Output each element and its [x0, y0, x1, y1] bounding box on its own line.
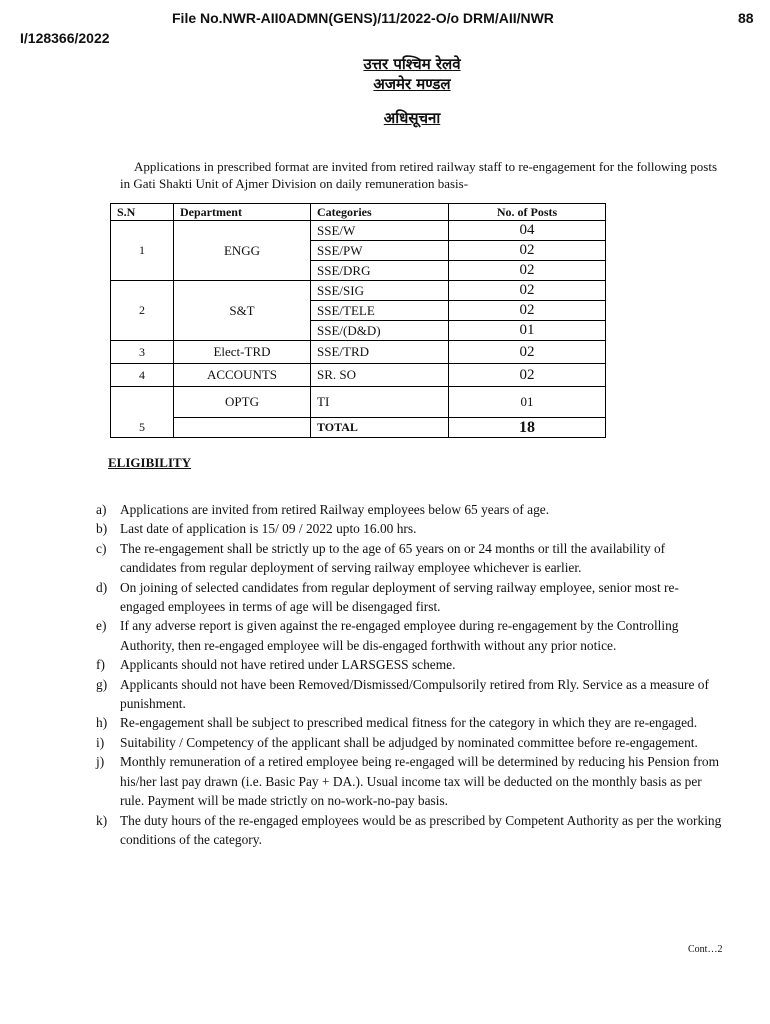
col-header-sn: S.N [111, 204, 174, 221]
list-marker: g) [96, 676, 108, 692]
table-header-row [111, 204, 606, 221]
sn-cell: 5 [111, 387, 174, 438]
col-header-categories: Categories [311, 204, 449, 221]
col-header-department: Department [174, 204, 311, 221]
table-row [111, 341, 606, 364]
department-cell: OPTG [174, 387, 311, 418]
intro-paragraph: Applications in prescribed format are invited from retired railway staff to re-engagement for the following posts in Gati Shakti Unit of Ajmer Division on daily remuneration basis- [120, 159, 717, 191]
list-marker: a) [96, 502, 107, 517]
category-cell: SSE/W [311, 221, 449, 241]
list-item-text: Re-engagement shall be subject to prescribed medical fitness for the category in which they are re-engaged. [120, 715, 698, 731]
eligibility-heading: ELIGIBILITY [108, 455, 192, 470]
sn-cell: 4 [111, 364, 174, 387]
table-row [111, 387, 606, 418]
sn-cell: 3 [111, 341, 174, 364]
list-marker: b) [96, 521, 108, 537]
table-total-row [111, 418, 606, 438]
posts-cell: 02 [449, 364, 606, 387]
notice-title: अधिसूचना [383, 109, 441, 127]
list-item [96, 811, 722, 850]
page-number: 88 [738, 10, 754, 26]
table-row [111, 281, 606, 301]
list-marker: d) [96, 579, 108, 595]
list-item-text: Suitability / Competency of the applicant shall be adjudged by nominated committee before re-engagement. [120, 734, 698, 750]
list-item-text: If any adverse report is given against the re-engaged employee during re-engagement by the Controlling Authority, then re-engaged employee will be dis-engaged forthwith without any prior notice. [120, 618, 679, 653]
list-marker: i) [96, 734, 105, 750]
total-label: TOTAL [311, 418, 449, 438]
department-cell: Elect-TRD [174, 341, 311, 364]
category-cell: SR. SO [311, 364, 449, 387]
list-marker: j) [96, 754, 105, 770]
list-item [96, 752, 722, 810]
org-title: उत्तर पश्चिम रेलवे [363, 55, 461, 73]
category-cell: SSE/PW [311, 241, 449, 261]
category-cell: SSE/TELE [311, 301, 449, 321]
category-cell: SSE/(D&D) [311, 321, 449, 341]
list-item [96, 539, 722, 578]
list-item-text: Applicants should not have been Removed/Dismissed/Compulsorily retired from Rly. Service as a measure of punishment. [120, 676, 709, 712]
sn-cell: 1 [111, 221, 174, 281]
list-item-text: On joining of selected candidates from regular deployment of serving railway employee, senior most re-engaged employees in terms of age will be disengaged first. [120, 579, 679, 615]
posts-cell: 02 [449, 241, 606, 261]
posts-cell: 01 [449, 387, 606, 418]
division-title: अजमेर मण्डल [373, 75, 451, 93]
department-cell: ENGG [174, 221, 311, 281]
list-item [96, 675, 722, 714]
list-item-text: The re-engagement shall be strictly up to the age of 65 years on or 24 months or till the availability of candidates from regular deployment of serving railway employee whichever is earlier. [120, 540, 666, 576]
posts-cell: 04 [449, 221, 606, 241]
list-item [96, 655, 722, 674]
posts-cell: 02 [449, 341, 606, 364]
category-cell: SSE/TRD [311, 341, 449, 364]
list-item [96, 733, 722, 752]
col-header-posts: No. of Posts [449, 204, 606, 221]
eligibility-list [96, 500, 722, 849]
table-row [111, 221, 606, 241]
list-item-text: Applicants should not have retired under LARSGESS scheme. [120, 657, 456, 673]
total-value: 18 [449, 418, 606, 438]
empty-cell [174, 418, 311, 438]
list-item-text: Last date of application is 15/ 09 / 2022 upto 16.00 hrs. [120, 521, 417, 537]
posts-table [110, 203, 606, 438]
category-cell: SSE/SIG [311, 281, 449, 301]
reference-number: I/128366/2022 [20, 30, 110, 46]
list-marker: k) [96, 812, 108, 828]
posts-cell: 01 [449, 321, 606, 341]
list-item-text: Applications are invited from retired Railway employees below 65 years of age. [120, 502, 550, 517]
list-item [96, 713, 722, 732]
list-marker: h) [96, 715, 108, 731]
table-row [111, 364, 606, 387]
list-item [96, 500, 722, 519]
department-cell: ACCOUNTS [174, 364, 311, 387]
list-item [96, 519, 722, 538]
sn-cell: 2 [111, 281, 174, 341]
list-item [96, 616, 722, 655]
list-marker: c) [96, 540, 107, 556]
file-number: File No.NWR-AII0ADMN(GENS)/11/2022-O/o DRM/AII/NWR [172, 10, 554, 26]
list-item-text: The duty hours of the re-engaged employees would be as prescribed by Competent Authority as per the working conditions of the category. [120, 812, 722, 847]
posts-cell: 02 [449, 261, 606, 281]
list-marker: f) [96, 657, 105, 673]
department-cell: S&T [174, 281, 311, 341]
list-marker: e) [96, 618, 107, 634]
category-cell: SSE/DRG [311, 261, 449, 281]
posts-cell: 02 [449, 301, 606, 321]
list-item-text: Monthly remuneration of a retired employee being re-engaged will be determined by reducing his Pension from his/her last pay drawn (i.e. Basic Pay + DA.). Usual income tax will be deducted on the monthly basis as per rule. Payment will be made strictly on no-work-no-pay basis. [120, 754, 720, 809]
list-item [96, 578, 722, 617]
category-cell: TI [311, 387, 449, 418]
continued-note: Cont…2 [688, 944, 723, 955]
posts-cell: 02 [449, 281, 606, 301]
